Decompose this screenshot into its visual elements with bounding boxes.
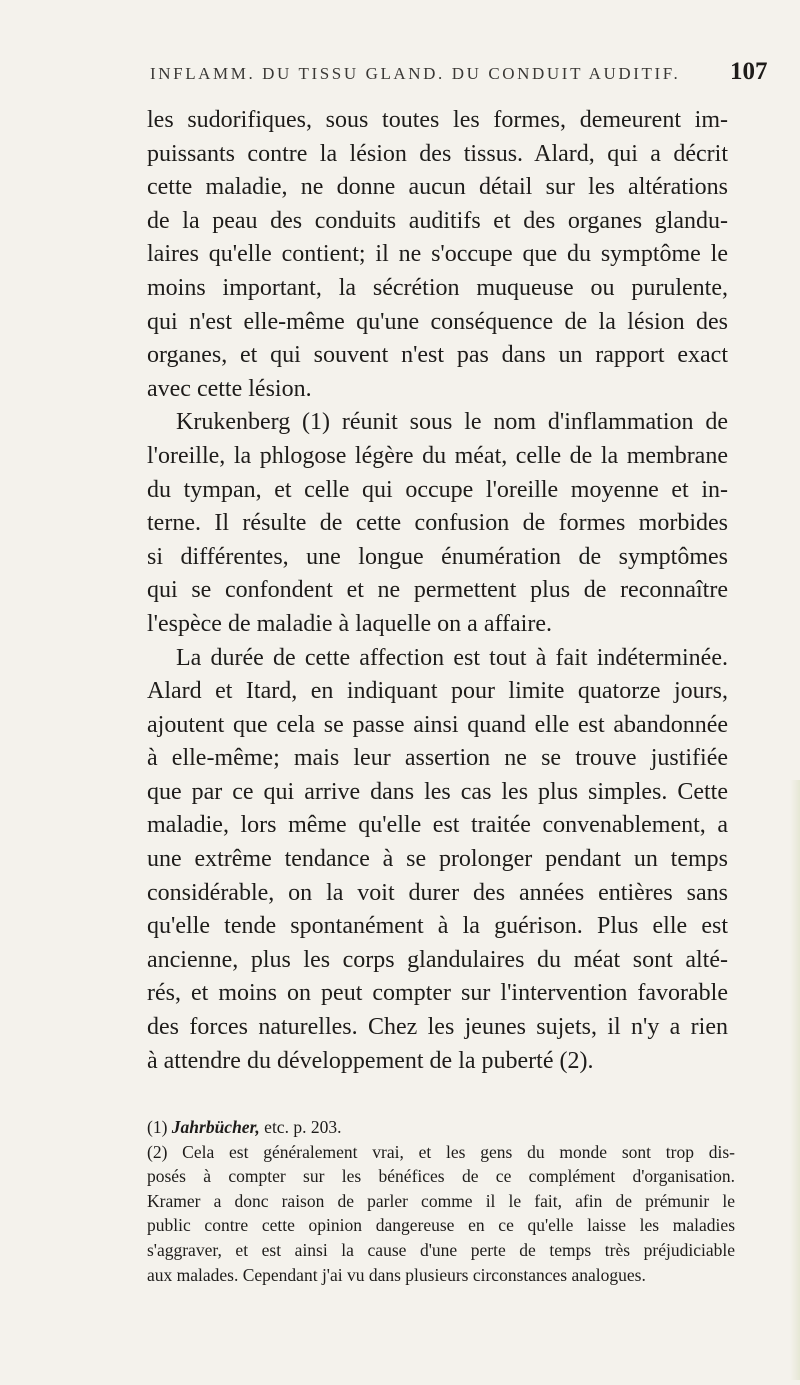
text-line: puissants contre la lésion des tissus. Alard, qui a décrit [147,140,728,167]
text-line: que par ce qui arrive dans les cas les plus simples. Cette [147,778,728,805]
text-line: Alard et Itard, en indiquant pour limite quatorze jours, [147,678,728,705]
text-line: cette maladie, ne donne aucun détail sur les altérations [147,174,728,201]
text-line: Krukenberg (1) réunit sous le nom d'inflammation de [176,409,728,436]
text-line: si différentes, une longue énumération de symptômes [147,543,728,570]
text-line: terne. Il résulte de cette confusion de formes morbides [147,510,728,537]
text-line: qu'elle tende spontanément à la guérison. Plus elle est [147,913,728,940]
running-head-title: INFLAMM. DU TISSU GLAND. DU CONDUIT AUDITIF. [150,64,681,83]
text-line: à elle-même; mais leur assertion ne se trouve justifiée [147,745,728,772]
text-line: La durée de cette affection est tout à fait indéterminée. [176,644,728,671]
text-line: avec cette lésion. [147,375,312,402]
footnote-1 [147,1115,735,1140]
text-line: une extrême tendance à se prolonger pendant un temps [147,846,728,873]
text-line: organes, et qui souvent n'est pas dans un rapport exact [147,342,728,369]
text-line: moins important, la sécrétion muqueuse ou purulente, [147,274,728,301]
footnote-2-line: public contre cette opinion dangereuse en ce qu'elle laisse les maladies [147,1215,735,1236]
text-line: des forces naturelles. Chez les jeunes sujets, il n'y a rien [147,1014,728,1041]
text-line: qui n'est elle-même qu'une conséquence de la lésion des [147,308,728,335]
page-edge-shading [790,780,800,1380]
text-line: les sudorifiques, sous toutes les formes, demeurent im- [147,107,728,133]
footnote-2-line: posés à compter sur les bénéfices de ce complément d'organisation. [147,1166,735,1187]
text-line: rés, et moins on peut compter sur l'intervention favorable [147,980,728,1007]
footnote-2-line: (2) Cela est généralement vrai, et les gens du monde sont trop dis- [147,1141,735,1162]
text-line: considérable, on la voit durer des années entières sans [147,879,728,906]
footnote-2-line: aux malades. Cependant j'ai vu dans plusieurs circonstances analogues. [147,1264,646,1285]
text-line: ancienne, plus les corps glandulaires du méat sont alté- [147,946,728,973]
text-line: qui se confondent et ne permettent plus de reconnaître [147,577,728,604]
text-line: ajoutent que cela se passe ainsi quand elle est abandonnée [147,711,728,738]
footnote-2-line: s'aggraver, et est ainsi la cause d'une perte de temps très préjudiciable [147,1239,735,1260]
text-line: l'oreille, la phlogose légère du méat, celle de la membrane [147,442,728,469]
text-line: du tympan, et celle qui occupe l'oreille moyenne et in- [147,476,728,503]
page-number: 107 [730,58,768,85]
running-head [150,58,790,104]
footnote-1-marker: (1) [147,1117,168,1137]
text-line: de la peau des conduits auditifs et des organes glandu- [147,207,728,234]
footnote-2-line: Kramer a donc raison de parler comme il le fait, afin de prémunir le [147,1190,735,1211]
text-line: à attendre du développement de la puberté (2). [147,1047,594,1074]
body-text [147,104,728,1078]
footnote-1-title: Jahrbücher, [171,1117,260,1137]
footnotes [147,1115,735,1287]
text-line: maladie, lors même qu'elle est traitée convenablement, a [147,812,728,839]
text-line: l'espèce de maladie à laquelle on a affaire. [147,610,552,637]
text-line: laires qu'elle contient; il ne s'occupe que du symptôme le [147,241,728,268]
footnote-1-text: etc. p. 203. [264,1117,342,1137]
